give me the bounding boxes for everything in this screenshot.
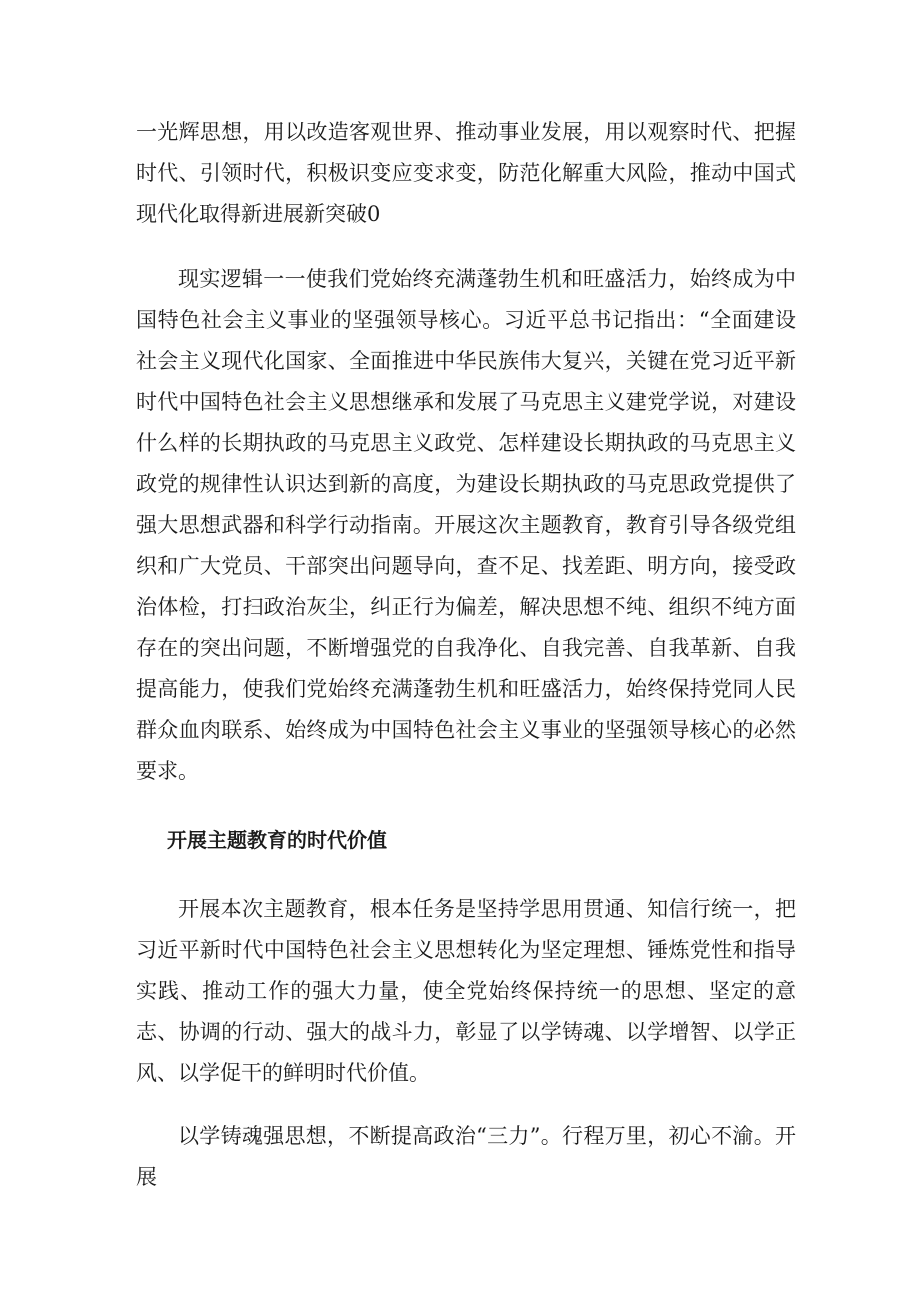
section-heading: 开展主题教育的时代价值	[167, 828, 387, 852]
paragraph-task: 开展本次主题教育，根本任务是坚持学思用贯通、知信行统一，把习近平新时代中国特色社会主义思想转化为坚定理想、锤炼党性和指导实践、推动工作的强大力量，使全党始终保持统一的思想、坚定的意志、协调的行动、强大的战斗力，彰显了以学铸魂、以学增智、以学正风、以学促干的鲜明时代价值。	[136, 897, 796, 1085]
paragraph-soul: 以学铸魂强思想，不断提高政治“三力”。行程万里，初心不渝。开展	[136, 1124, 796, 1189]
paragraph-realistic-logic: 现实逻辑一一使我们党始终充满蓬勃生机和旺盛活力，始终成为中国特色社会主义事业的坚强领导核心。习近平总书记指出：“全面建设社会主义现代化国家、全面推进中华民族伟大复兴，关键在党习近平新时代中国特色社会主义思想继承和发展了马克思主义建党学说，对建设什么样的长期执政的马克思主义政党、怎样建设长期执政的马克思主义政党的规律性认识达到新的高度，为建设长期执政的马克思政党提供了强大思想武器和科学行动指南。开展这次主题教育，教育引导各级党组织和广大党员、干部突出问题导向，查不足、找差距、明方向，接受政治体检，打扫政治灰尘，纠正行为偏差，解决思想不纯、组织不纯方面存在的突出问题，不断增强党的自我净化、自我完善、自我革新、自我提高能力，使我们党始终充满蓬勃生机和旺盛活力，始终保持党同人民群众血肉联系、始终成为中国特色社会主义事业的坚强领导核心的必然要求。	[136, 267, 796, 783]
paragraph-continuation: 一光辉思想，用以改造客观世界、推动事业发展，用以观察时代、把握时代、引领时代，积极识变应变求变，防范化解重大风险，推动中国式现代化取得新进展新突破0	[136, 120, 796, 226]
document-page	[136, 112, 796, 1198]
